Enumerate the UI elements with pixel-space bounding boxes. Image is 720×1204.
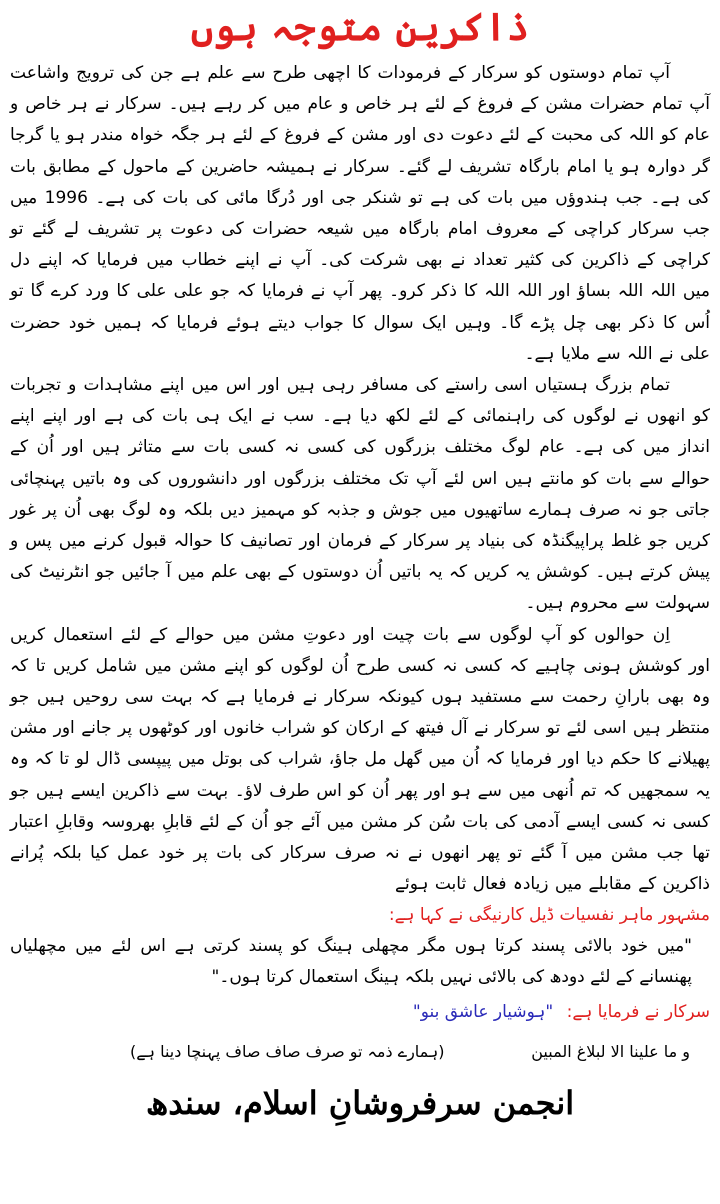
motto-text: "ہوشیار عاشق بنو" bbox=[412, 1002, 554, 1023]
quote-heading: مشہور ماہر نفسیات ڈیل کارنیگی نے کہا ہے: bbox=[388, 905, 710, 926]
quote-text: "میں خود بالائی پسند کرتا ہوں مگر مچھلی ہینگ کو پسند کرتی ہے اس لئے میں مچھلیاں پھنسانے کے لئے دودھ کی بالائی نہیں بلکہ ہینگ استعمال کرتا ہوں۔" bbox=[10, 936, 692, 988]
verse-translation: (ہمارے ذمہ تو صرف صاف صاف پہنچا دینا ہے) bbox=[130, 1042, 445, 1062]
motto-line bbox=[10, 995, 710, 1029]
organization-name: انجمن سرفروشانِ اسلام، سندھ bbox=[145, 1084, 575, 1123]
paragraph-3: اِن حوالوں کو آپ لوگوں سے بات چیت اور دعوتِ مشن میں حوالے کے لئے استعمال کریں اور کوشش ہونی چاہیے کہ کسی نہ کسی طرح اُن لوگوں کو اپنے مشن میں شامل کریں تا کہ وہ بھی بارانِ رحمت سے مستفید ہوں کیونکہ سرکار نے فرمایا ہے کہ بہت سی روحیں ہیں جو منتظر ہیں اسی لئے تو سرکار نے آل فیتھ کے ارکان کو شراب خانوں اور کوٹھوں پر جانے اور مشن پھیلانے کا حکم دیا اور فرمایا کہ اُن میں گھل مل جاؤ، شراب کی بوتل میں پیپسی ڈال لو تا کہ وہ یہ سمجھیں کہ تم اُنھی میں سے ہو اور پھر اُن کو اس طرف لاؤ۔ بہت سے ذاکرین ایسے ہیں جو کسی نہ کسی ایسے آدمی کی بات سُن کر مشن میں آئے جو اُن کے لئے قابلِ بھروسہ وقابلِ اعتبار تھا جب مشن میں آ گئے تو پھر انھوں نے نہ صرف سرکار کی بات پر خود عمل کیا بلکہ پُرانے ذاکرین کے مقابلے میں زیادہ فعال ثابت ہوئے bbox=[10, 624, 710, 895]
verse-arabic: و ما علینا الا لبلاغ المبین bbox=[531, 1042, 690, 1062]
paragraph-2: تمام بزرگ ہستیاں اسی راستے کی مسافر رہی ہیں اور اس میں اپنے مشاہدات و تجربات کو انھوں نے لوگوں کی راہنمائی کے لئے لکھ دیا ہے۔ سب نے ایک ہی بات کی ہے اور اپنے اپنے انداز میں کی ہے۔ عام لوگ مختلف بزرگوں کی کسی نہ کسی بات سے متاثر ہیں اور اُن کے حوالے سے بات کو مانتے ہیں اس لئے آپ تک مختلف بزرگوں اور دانشوروں کی وہ باتیں پہنچائی جاتی جو نہ صرف ہمارے ساتھیوں میں جوش و جذبہ کو مہمیز دیں بلکہ وہ لوگ بھی اُن پر غور کریں جو غلط پراپیگنڈہ کی بنیاد پر سرکار کے فرمان اور تصانیف کا حوالہ قبول کرنے میں پس و پیش کرتے ہیں۔ کوشش یہ کریں کہ یہ باتیں اُن دوستوں کے بھی علم میں آ جائیں جو انٹرنیٹ کی سہولت سے محروم ہیں۔ bbox=[10, 375, 710, 614]
page-title: ذاکرین متوجہ ہوں bbox=[190, 4, 530, 49]
document-page bbox=[0, 4, 720, 1204]
verse-row bbox=[10, 1037, 710, 1067]
paragraph-1: آپ تمام دوستوں کو سرکار کے فرمودات کا اچھی طرح سے علم ہے جن کی ترویج واشاعت آپ تمام حضرات مشن کے فروغ کے لئے ہر خاص و عام میں کر رہے ہیں۔ سرکار نے ہر خاص و عام کو اللہ کی محبت کے لئے دعوت دی اور مشن کے فروغ کے لئے ہر جگہ خواہ مندر ہو یا گرجا گر دوارہ ہو یا امام بارگاہ تشریف لے گئے۔ سرکار نے ہمیشہ حاضرین کے ماحول کے مطابق بات کی ہے۔ جب ہندوؤں میں بات کی ہے تو شنکر جی اور دُرگا مائی کی بات کی ہے۔ 1996 میں جب سرکار کراچی کے معروف امام بارگاہ میں شیعہ حضرات کی دعوت پر تشریف لے گئے تو کراچی کے ذاکرین کی کثیر تعداد نے بھی شرکت کی۔ آپ نے اپنے خطاب میں فرمایا کہ اپنے دل میں اللہ اللہ بساؤ اور اللہ اللہ کا ذکر کرو۔ پھر آپ نے فرمایا کہ جو علی علی کا ورد کرے گا تو اُس کا ذکر بھی چل پڑے گا۔ وہیں ایک سوال کا جواب دیتے ہوئے فرمایا کہ ہمیں خود حضرت علی نے اللہ سے ملایا ہے۔ bbox=[10, 63, 710, 364]
body-text bbox=[10, 58, 710, 900]
motto-label: سرکار نے فرمایا ہے: bbox=[566, 1002, 710, 1023]
